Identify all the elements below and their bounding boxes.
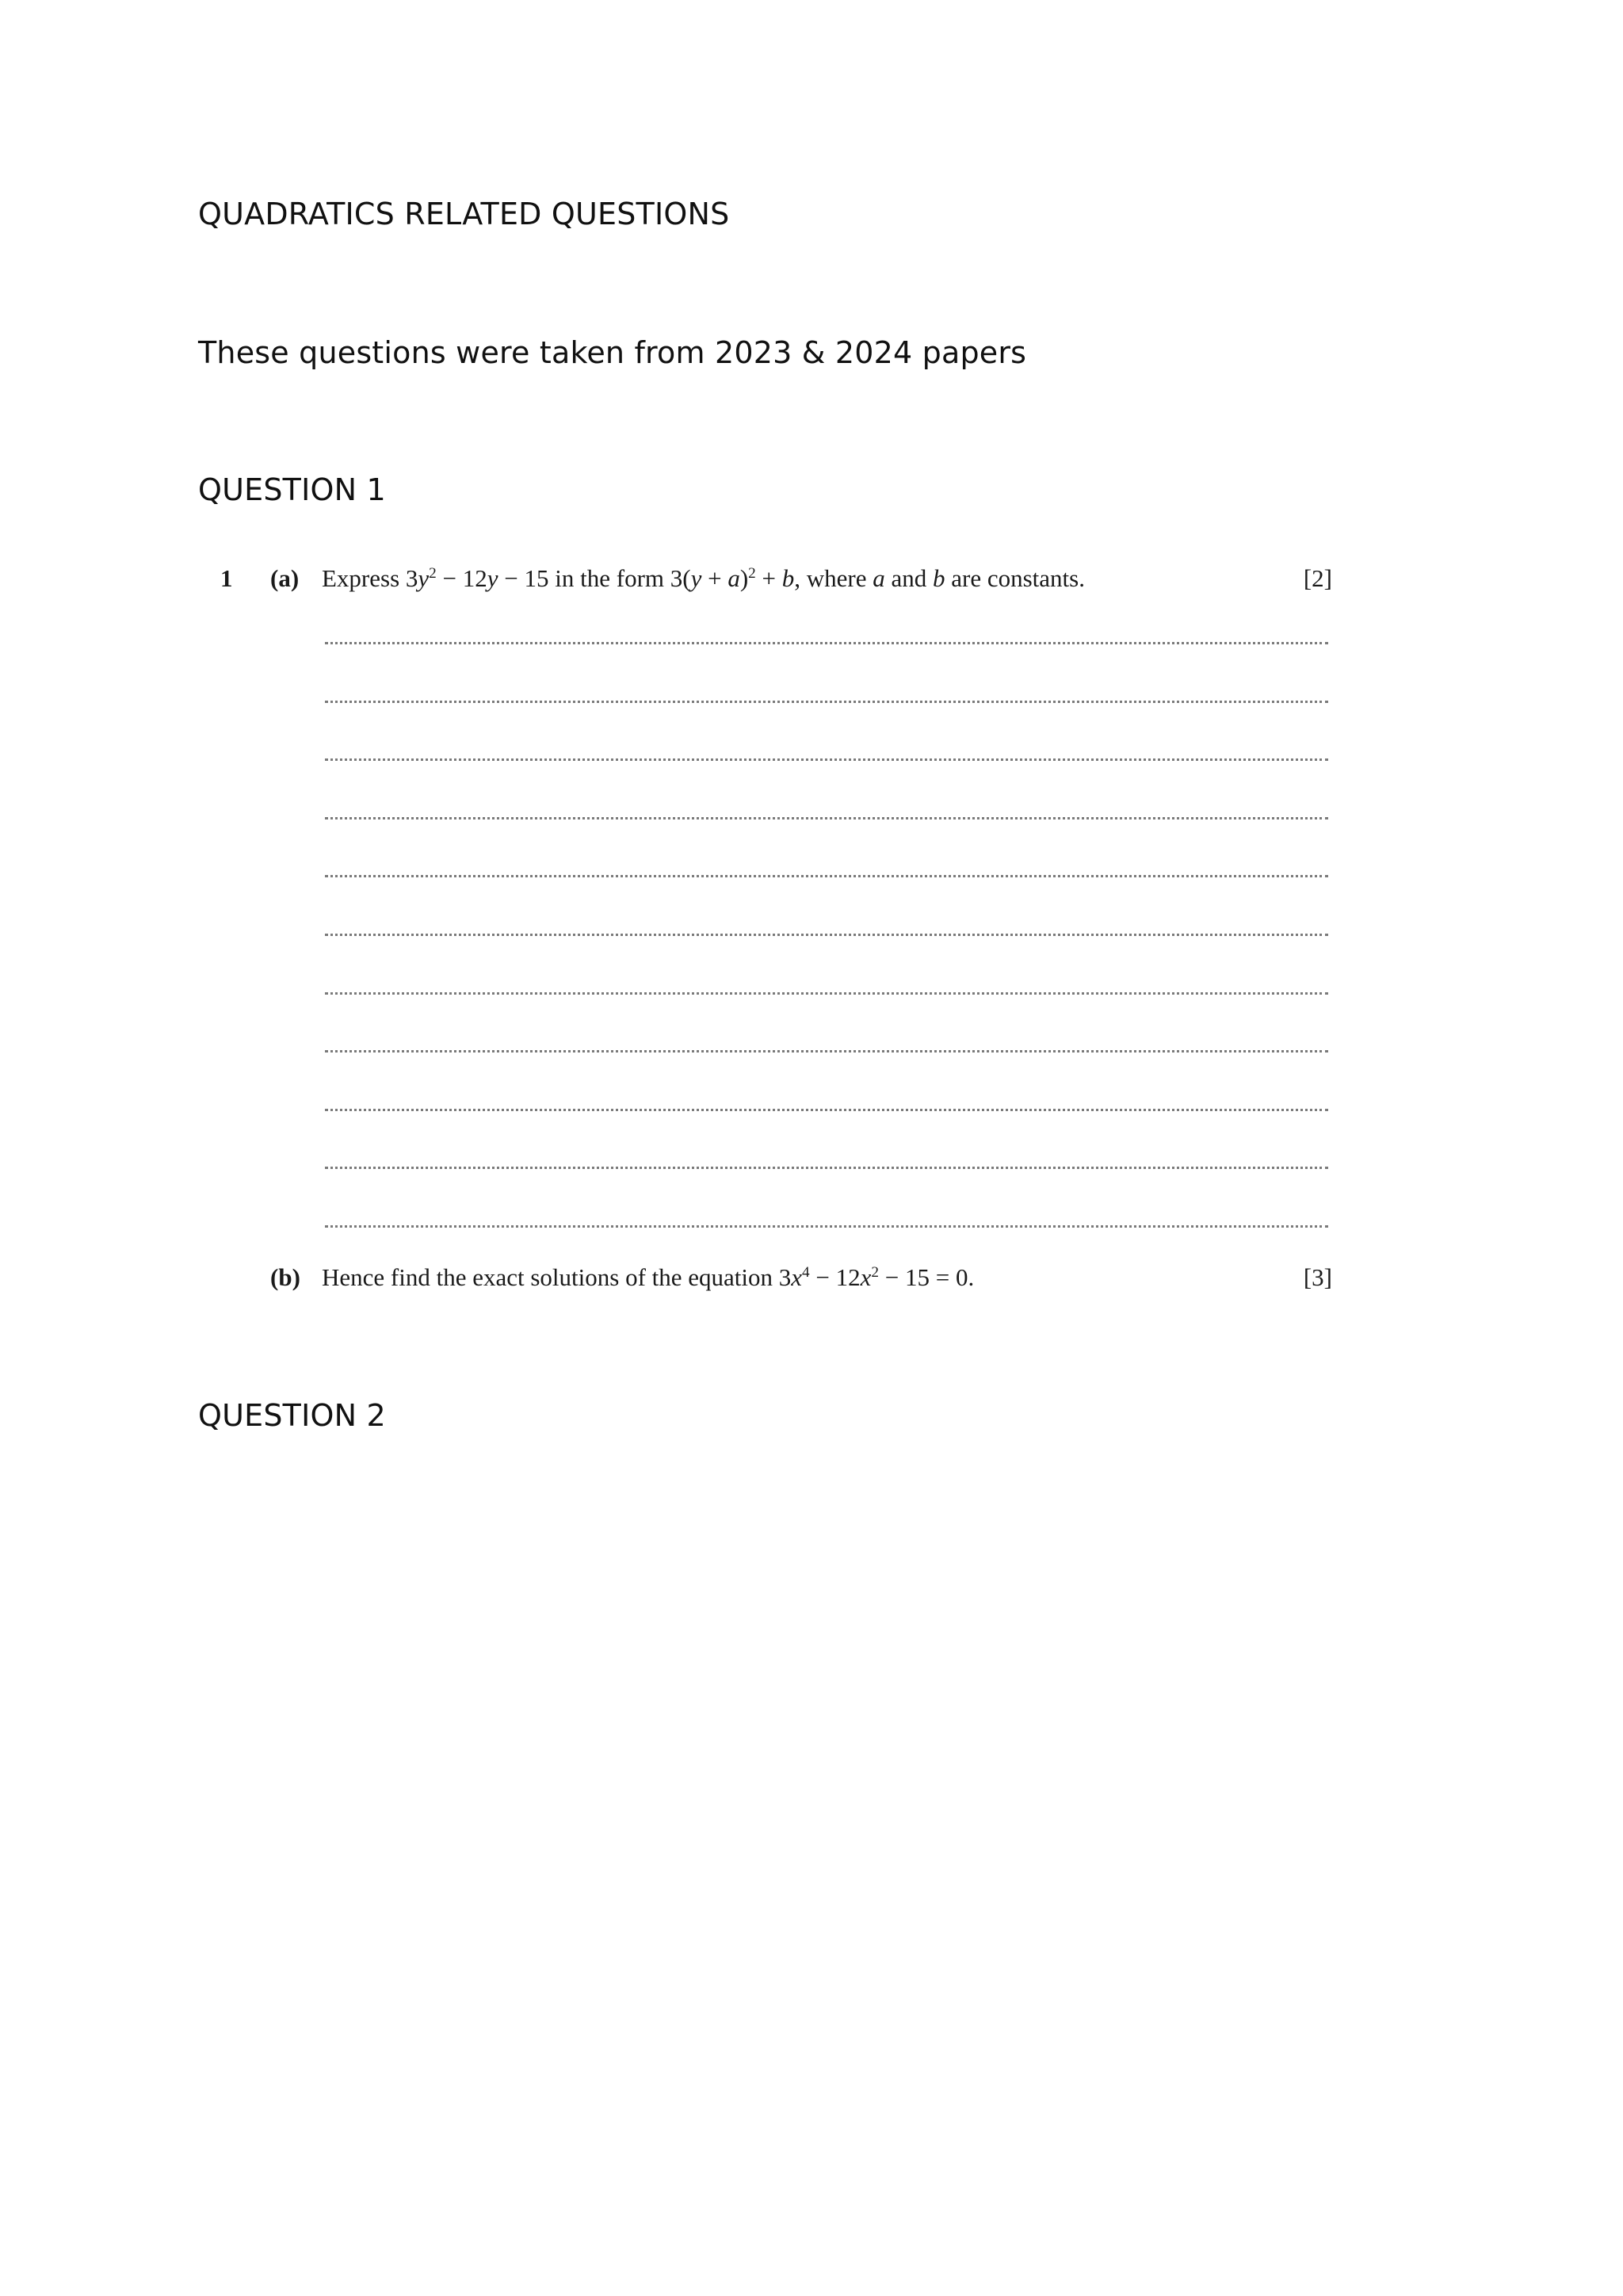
- part-b-marks: [3]: [1303, 1263, 1332, 1291]
- part-a-mid: in the form: [548, 564, 670, 592]
- answer-line: [325, 701, 1328, 703]
- answer-line: [325, 934, 1328, 936]
- part-a-text: [322, 564, 1085, 593]
- part-b-equation: $3x^4 - 12x^2 - 15 = 0$.: [778, 1263, 975, 1291]
- question-number: 1: [220, 564, 233, 592]
- answer-line: [325, 1050, 1328, 1052]
- answer-line: [325, 642, 1328, 644]
- part-a-var-a: a: [873, 564, 885, 592]
- part-b-label: (b): [270, 1263, 300, 1291]
- part-a-and: and: [884, 564, 934, 592]
- document-title: QUADRATICS RELATED QUESTIONS: [198, 197, 730, 231]
- part-a-intro: Express: [322, 564, 406, 592]
- answer-line: [325, 875, 1328, 877]
- part-b-text: [322, 1263, 974, 1292]
- question-1-heading: QUESTION 1: [198, 472, 386, 507]
- part-a-var-b: b: [933, 564, 945, 592]
- part-a-end-1: , where: [794, 564, 873, 592]
- answer-line: [325, 758, 1328, 761]
- document-subtitle: These questions were taken from 2023 & 2024 papers: [198, 335, 1027, 370]
- answer-line: [325, 1225, 1328, 1228]
- part-a-expression-1: $3y^2 - 12y - 15$: [405, 564, 549, 592]
- part-a-label: (a): [270, 564, 300, 592]
- part-a-marks: [2]: [1303, 564, 1332, 592]
- part-b-intro: Hence find the exact solutions of the equation: [322, 1263, 779, 1291]
- part-a-expression-2: $3(y + a)^2 + b$: [670, 564, 795, 592]
- answer-line: [325, 1167, 1328, 1169]
- part-a-end-2: are constants.: [945, 564, 1085, 592]
- answer-line: [325, 817, 1328, 819]
- question-2-heading: QUESTION 2: [198, 1398, 386, 1433]
- answer-line: [325, 992, 1328, 995]
- answer-line: [325, 1109, 1328, 1111]
